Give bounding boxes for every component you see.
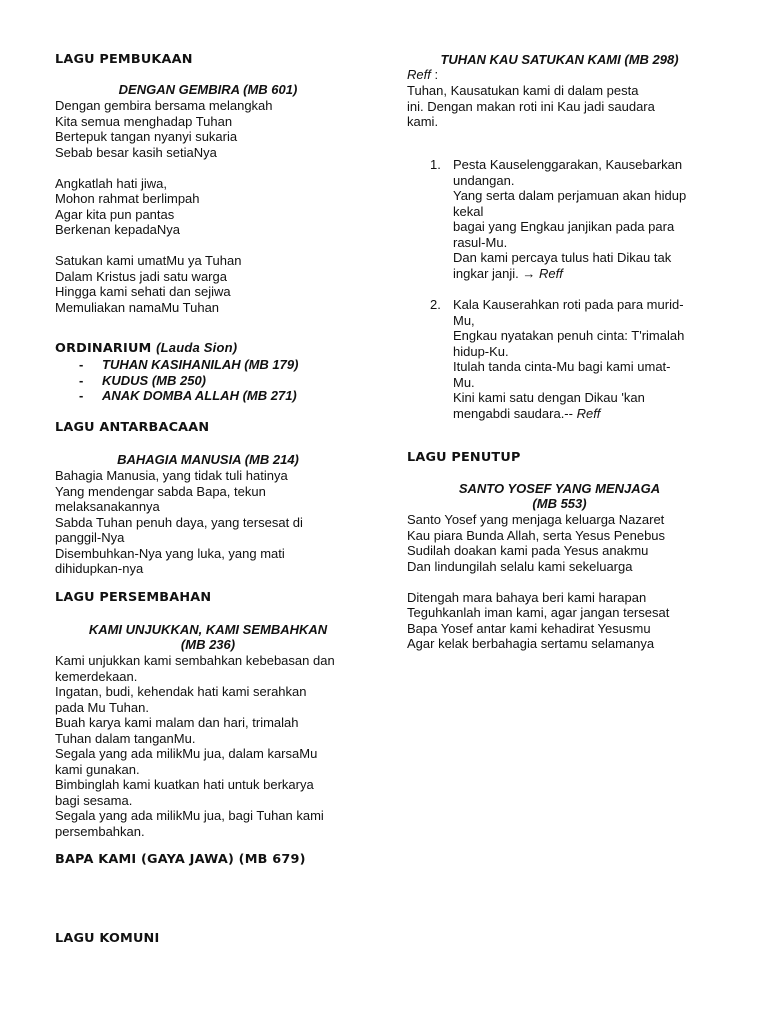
lyric-line: Mohon rahmat berlimpah <box>55 191 200 206</box>
lyric-line: Angkatlah hati jiwa, <box>55 175 168 191</box>
song-title-tuhan-kau-satukan: TUHAN KAU SATUKAN KAMI (MB 298) <box>440 52 679 67</box>
lyric-line: Agar kelak berbahagia sertamu selamanya <box>407 636 655 651</box>
lyric-line: Memuliakan namaMu Tuhan <box>55 299 220 315</box>
lyric-line: panggil-Nya <box>55 530 125 545</box>
lyric-line: Dan lindungilah selalu kami sekeluarga <box>407 558 633 574</box>
lyric-line: ini. Dengan makan roti ini Kau jadi saudara <box>407 98 655 114</box>
song-title-kami-unjukkan: KAMI UNJUKKAN, KAMI SEMBAHKAN <box>88 622 328 637</box>
section-heading-offertory: LAGU PERSEMBAHAN <box>55 590 212 605</box>
lyric-line: hidup-Ku. <box>453 343 509 359</box>
lyric-line: Bahagia Manusia, yang tidak tuli hatinya <box>55 468 288 483</box>
list-item: - ANAK DOMBA ALLAH (MB 271) <box>79 388 298 404</box>
ordinarium-subtitle: (Lauda Sion) <box>156 340 238 355</box>
lyric-line: Ingatan, budi, kehendak hati kami serahkan <box>55 684 307 699</box>
song-title-bahagia-manusia: BAHAGIA MANUSIA (MB 214) <box>117 452 299 467</box>
lyric-line: Disembuhkan-Nya yang luka, yang mati <box>55 545 285 561</box>
list-item: - TUHAN KASIHANILAH (MB 179) <box>79 357 298 373</box>
lyric-line: Berkenan kepadaNya <box>55 222 181 237</box>
lyric-line: melaksanakannya <box>55 499 160 514</box>
lyric-line: Tuhan, Kausatukan kami di dalam pesta <box>407 83 639 98</box>
song-number-santo-yosef: (MB 553) <box>532 496 587 511</box>
section-heading-communion: LAGU KOMUNI <box>55 931 160 946</box>
lyric-line: Satukan kami umatMu ya Tuhan <box>55 253 242 268</box>
lyrics-dengan-gembira <box>55 98 375 315</box>
list-item: - KUDUS (MB 250) <box>79 373 298 389</box>
section-heading-opening: LAGU PEMBUKAAN <box>55 52 193 67</box>
lyric-line: Buah karya kami malam dan hari, trimalah <box>55 715 299 730</box>
lyric-line: Segala yang ada milikMu jua, dalam karsaMu <box>55 746 318 761</box>
reff-label: Reff : <box>407 67 439 82</box>
lyric-line: kami. <box>407 114 439 129</box>
lyric-line: Pesta Kauselenggarakan, Kausebarkan <box>453 157 683 172</box>
lyric-line <box>407 574 712 590</box>
lyric-line: Tuhan dalam tanganMu. <box>55 730 196 746</box>
lyric-line: Kau piara Bunda Allah, serta Yesus Penebus <box>407 527 666 543</box>
lyric-line: Yang mendengar sabda Bapa, tekun <box>55 483 266 499</box>
section-heading-interlude: LAGU ANTARBACAAN <box>55 420 210 435</box>
lyric-line: Bertepuk tangan nyanyi sukaria <box>55 129 238 144</box>
verse-2: 2. Kala Kauserahkan roti pada para murid- Mu, Engkau nyatakan penuh cinta: T'rimalah hidup-Ku. Itulah tanda cinta-Mu bagi kami umat- Mu. Kini kami satu dengan Dikau 'kan mengabdi saudara.-- Reff <box>430 297 715 421</box>
lyric-line: pada Mu Tuhan. <box>55 699 149 715</box>
lyric-line: Mu. <box>453 374 475 390</box>
lyric-line: Dan kami percaya tulus hati Dikau tak <box>453 250 672 265</box>
lyric-line: rasul-Mu. <box>453 234 508 250</box>
lyric-line: kemerdekaan. <box>55 668 138 684</box>
lyric-line: Itulah tanda cinta-Mu bagi kami umat- <box>453 359 671 374</box>
arrow-icon: → <box>522 265 536 281</box>
lyric-line: Yang serta dalam perjamuan akan hidup <box>453 188 687 203</box>
lyric-line: Hingga kami sehati dan sejiwa <box>55 284 231 299</box>
lyric-line: Segala yang ada milikMu jua, bagi Tuhan kami <box>55 808 324 823</box>
lyric-line: Dalam Kristus jadi satu warga <box>55 268 227 284</box>
lyric-line: undangan. <box>453 172 515 188</box>
lyric-line: kami gunakan. <box>55 761 140 777</box>
lyric-line: Bapa Yosef antar kami kehadirat Yesusmu <box>407 620 651 636</box>
lyric-line: Teguhkanlah iman kami, agar jangan tersesat <box>407 605 670 620</box>
section-heading-closing: LAGU PENUTUP <box>407 450 521 465</box>
lyrics-bahagia-manusia <box>55 468 375 577</box>
song-title-santo-yosef: SANTO YOSEF YANG MENJAGA <box>458 481 661 496</box>
song-title-dengan-gembira: DENGAN GEMBIRA (MB 601) <box>118 82 298 97</box>
lyric-line: Mu, <box>453 312 475 328</box>
lyric-line: Santo Yosef yang menjaga keluarga Nazaret <box>407 512 665 527</box>
lyric-line: bagi sesama. <box>55 792 133 808</box>
reff-lyrics <box>407 83 712 130</box>
lyric-line: Kami unjukkan kami sembahkan kebebasan dan <box>55 653 335 668</box>
lyric-line: Sabda Tuhan penuh daya, yang tersesat di <box>55 514 303 530</box>
lyric-line: Engkau nyatakan penuh cinta: T'rimalah <box>453 328 685 343</box>
lyric-line: Kita semua menghadap Tuhan <box>55 113 233 129</box>
verse-1: 1. Pesta Kauselenggarakan, Kausebarkan undangan. Yang serta dalam perjamuan akan hidup kekal bagai yang Engkau janjikan pada para rasul-Mu. Dan kami percaya tulus hati Dikau tak ingkar janji. → Reff <box>430 157 715 281</box>
lyric-line: Agar kita pun pantas <box>55 206 175 222</box>
song-number-kami-unjukkan: (MB 236) <box>180 637 236 652</box>
lyric-line: Dengan gembira bersama melangkah <box>55 98 273 113</box>
lyric-line: Ditengah mara bahaya beri kami harapan <box>407 589 647 605</box>
lyric-line: Kini kami satu dengan Dikau 'kan <box>453 390 645 405</box>
lyric-line: Sudilah doakan kami pada Yesus anakmu <box>407 543 649 558</box>
lyric-line: kekal <box>453 203 484 219</box>
lyrics-kami-unjukkan <box>55 653 375 839</box>
lyric-line: dihidupkan-nya <box>55 561 144 576</box>
lyric-line: Sebab besar kasih setiaNya <box>55 144 217 160</box>
lyric-line: Bimbinglah kami kuatkan hati untuk berkarya <box>55 777 314 792</box>
section-heading-ordinarium: ORDINARIUM (Lauda Sion) <box>55 340 238 356</box>
lyric-line: bagai yang Engkau janjikan pada para <box>453 219 675 234</box>
lyric-line <box>55 160 375 176</box>
section-heading-lords-prayer: BAPA KAMI (GAYA JAWA) (MB 679) <box>55 852 306 867</box>
lyric-line: Kala Kauserahkan roti pada para murid- <box>453 297 684 312</box>
verse-list <box>430 157 715 421</box>
lyric-line: persembahkan. <box>55 823 145 839</box>
lyrics-santo-yosef <box>407 512 712 652</box>
lyric-line <box>55 238 375 254</box>
ordinarium-list <box>79 357 298 404</box>
